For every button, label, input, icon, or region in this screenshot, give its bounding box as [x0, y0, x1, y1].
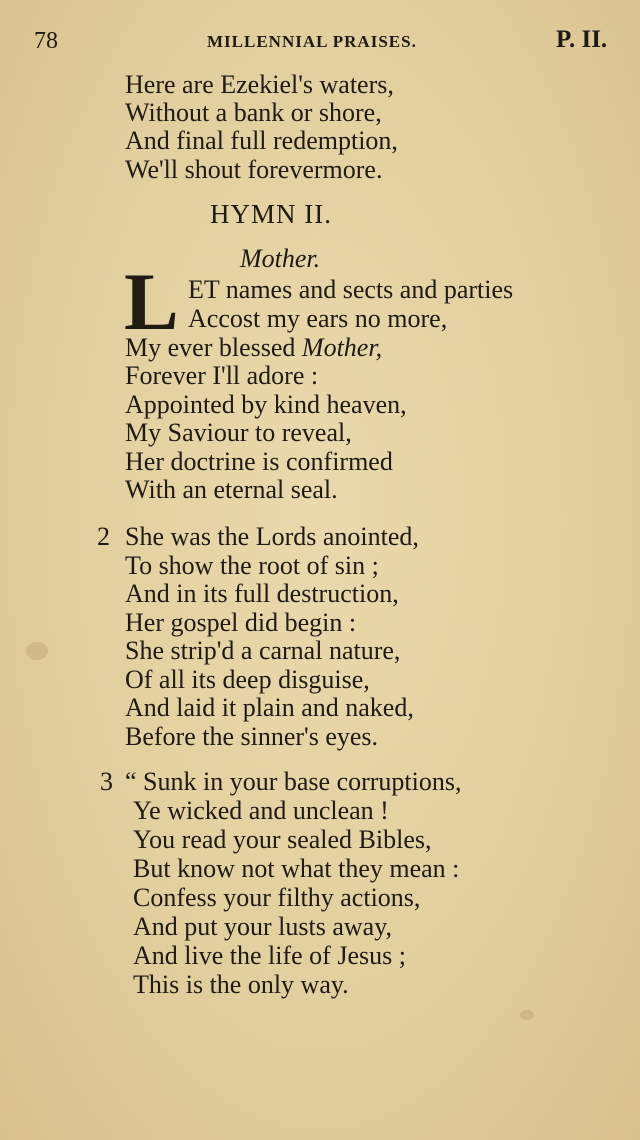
verse-line: Ye wicked and unclean !: [133, 796, 389, 825]
verse-line: And in its full destruction,: [125, 579, 399, 608]
foxing-spot: [26, 642, 48, 660]
verse-line: And final full redemption,: [125, 126, 398, 155]
hymn-subtitle: Mother.: [240, 244, 321, 273]
verse-line: And live the life of Jesus ;: [133, 941, 406, 970]
verse-line: We'll shout forevermore.: [125, 155, 383, 184]
verse-line: With an eternal seal.: [125, 475, 338, 504]
verse-line: Confess your filthy actions,: [133, 883, 421, 912]
verse-line: My Saviour to reveal,: [125, 418, 352, 447]
part-label: P. II.: [556, 26, 608, 53]
stanza-number: 2: [97, 522, 110, 551]
verse-line: To show the root of sin ;: [125, 551, 379, 580]
verse-line: Forever I'll adore :: [125, 361, 319, 390]
verse-line: ET names and sects and parties: [188, 275, 514, 304]
drop-cap: L: [124, 256, 179, 347]
verse-line: This is the only way.: [133, 970, 349, 999]
verse-line: “ Sunk in your base corruptions,: [125, 767, 462, 796]
verse-line: Her doctrine is confirmed: [125, 447, 393, 476]
verse-line: [125, 333, 382, 363]
page-number: 78: [34, 28, 58, 54]
page-header: [0, 24, 640, 60]
stanza-number: 3: [100, 767, 113, 796]
verse-line: And laid it plain and naked,: [125, 693, 414, 722]
verse-line: Of all its deep disguise,: [125, 665, 370, 694]
emphasized-word: Mother,: [301, 333, 383, 362]
verse-line: Appointed by kind heaven,: [125, 390, 407, 419]
hymn-title: HYMN II.: [210, 199, 332, 229]
verse-line: She was the Lords anointed,: [125, 522, 419, 551]
running-head: MILLENNIAL PRAISES.: [207, 32, 417, 51]
verse-line: Before the sinner's eyes.: [125, 722, 379, 751]
verse-line: Accost my ears no more,: [188, 304, 448, 333]
verse-line: And put your lusts away,: [133, 912, 393, 941]
verse-line: You read your sealed Bibles,: [133, 825, 432, 854]
verse-line: Her gospel did begin :: [125, 608, 357, 637]
verse-text: My ever blessed: [125, 333, 302, 362]
verse-line: Here are Ezekiel's waters,: [125, 70, 394, 99]
foxing-spot: [520, 1010, 534, 1020]
verse-line: But know not what they mean :: [133, 854, 460, 883]
verse-line: Without a bank or shore,: [125, 98, 382, 127]
verse-line: She strip'd a carnal nature,: [125, 636, 401, 665]
